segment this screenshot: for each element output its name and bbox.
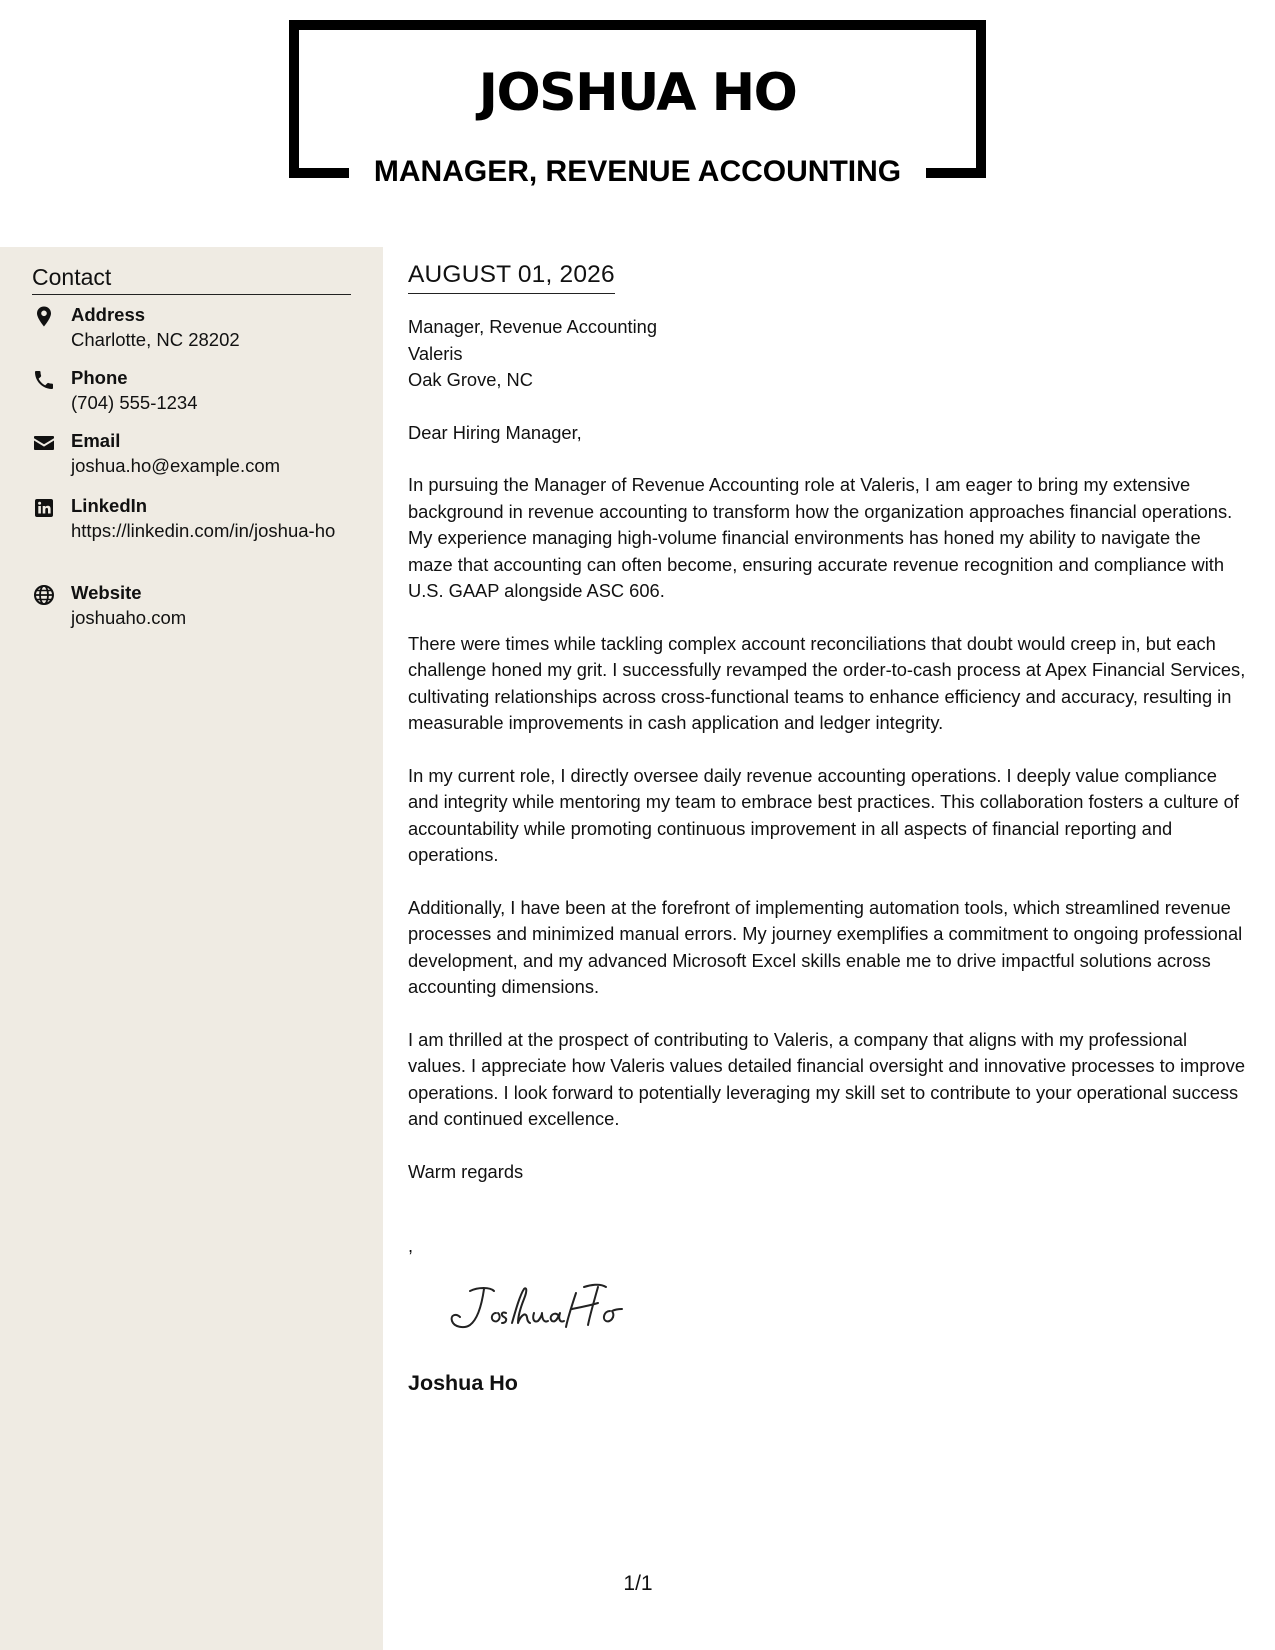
recipient-company: Valeris — [408, 342, 463, 364]
linkedin-icon — [32, 496, 56, 520]
handwritten-signature — [448, 1279, 1250, 1339]
closing-comma: , — [408, 1235, 414, 1256]
contact-heading: Contact — [32, 262, 351, 295]
applicant-name: JOSHUA HO — [478, 63, 797, 123]
map-pin-icon — [32, 305, 56, 329]
contact-link[interactable]: https://linkedin.com/in/joshua-ho — [71, 520, 336, 541]
envelope-icon — [32, 431, 56, 455]
contact-label: Phone — [71, 367, 128, 388]
contact-label: Address — [71, 304, 146, 325]
phone-icon — [32, 368, 56, 392]
job-title: MANAGER, REVENUE ACCOUNTING — [373, 155, 902, 188]
recipient-block — [408, 314, 1250, 394]
recipient-title: Manager, Revenue Accounting — [408, 316, 658, 337]
body-paragraph: I am thrilled at the prospect of contributing to Valeris, a company that aligns with my professional values. I appreciate how Valeris values detailed financial oversight and innovative processes to improve operations. I look forward to potentially leveraging my skill set to contribute to your operational success and continued excellence. — [408, 1028, 1246, 1129]
page-number: 1/1 — [623, 1572, 653, 1595]
body-paragraph: There were times while tackling complex account reconciliations that doubt would creep in, but each challenge honed my grit. I successfully revamped the order-to-cash process at Apex Financial Services, cultivating relationships across cross-functional teams to enhance efficiency and accuracy, resulting in measurable improvements in cash application and ledger integrity. — [408, 632, 1246, 733]
signature-image — [448, 1279, 638, 1339]
globe-icon — [32, 583, 56, 607]
contact-link[interactable]: joshuaho.com — [71, 607, 187, 628]
recipient-location: Oak Grove, NC — [408, 369, 533, 390]
letter-body — [408, 259, 1250, 1397]
frame-top-bar — [289, 20, 986, 30]
contact-value: (704) 555-1234 — [71, 392, 198, 413]
body-paragraph: In pursuing the Manager of Revenue Accounting role at Valeris, I am eager to bring my extensive background in revenue accounting to transform how the organization approaches financial operations. My experience managing high-volume financial environments has honed my ability to navigate the maze that accounting can often become, ensuring accurate revenue recognition and compliance with U.S. GAAP alongside ASC 606. — [408, 474, 1233, 601]
contact-label: Website — [71, 582, 142, 603]
body-paragraph: Additionally, I have been at the forefront of implementing automation tools, which streamlined revenue processes and minimized manual errors. My journey exemplifies a commitment to ongoing professional development, and my advanced Microsoft Excel skills enable me to drive impactful solutions across accounting dimensions. — [408, 896, 1243, 997]
letter-date: AUGUST 01, 2026 — [408, 259, 615, 294]
salutation: Dear Hiring Manager, — [408, 421, 582, 443]
contact-sidebar — [0, 247, 383, 1650]
signer-name: Joshua Ho — [408, 1371, 518, 1395]
closing: Warm regards — [408, 1160, 524, 1182]
contact-value: joshua.ho@example.com — [71, 455, 281, 476]
contact-label: Email — [71, 430, 121, 451]
contact-label: LinkedIn — [71, 495, 148, 516]
body-paragraph: In my current role, I directly oversee daily revenue accounting operations. I deeply value compliance and integrity while mentoring my team to embrace best practices. This collaboration fosters a culture of accountability while promoting continuous improvement in all aspects of financial reporting and operations. — [408, 764, 1239, 865]
contact-value: Charlotte, NC 28202 — [71, 329, 240, 350]
